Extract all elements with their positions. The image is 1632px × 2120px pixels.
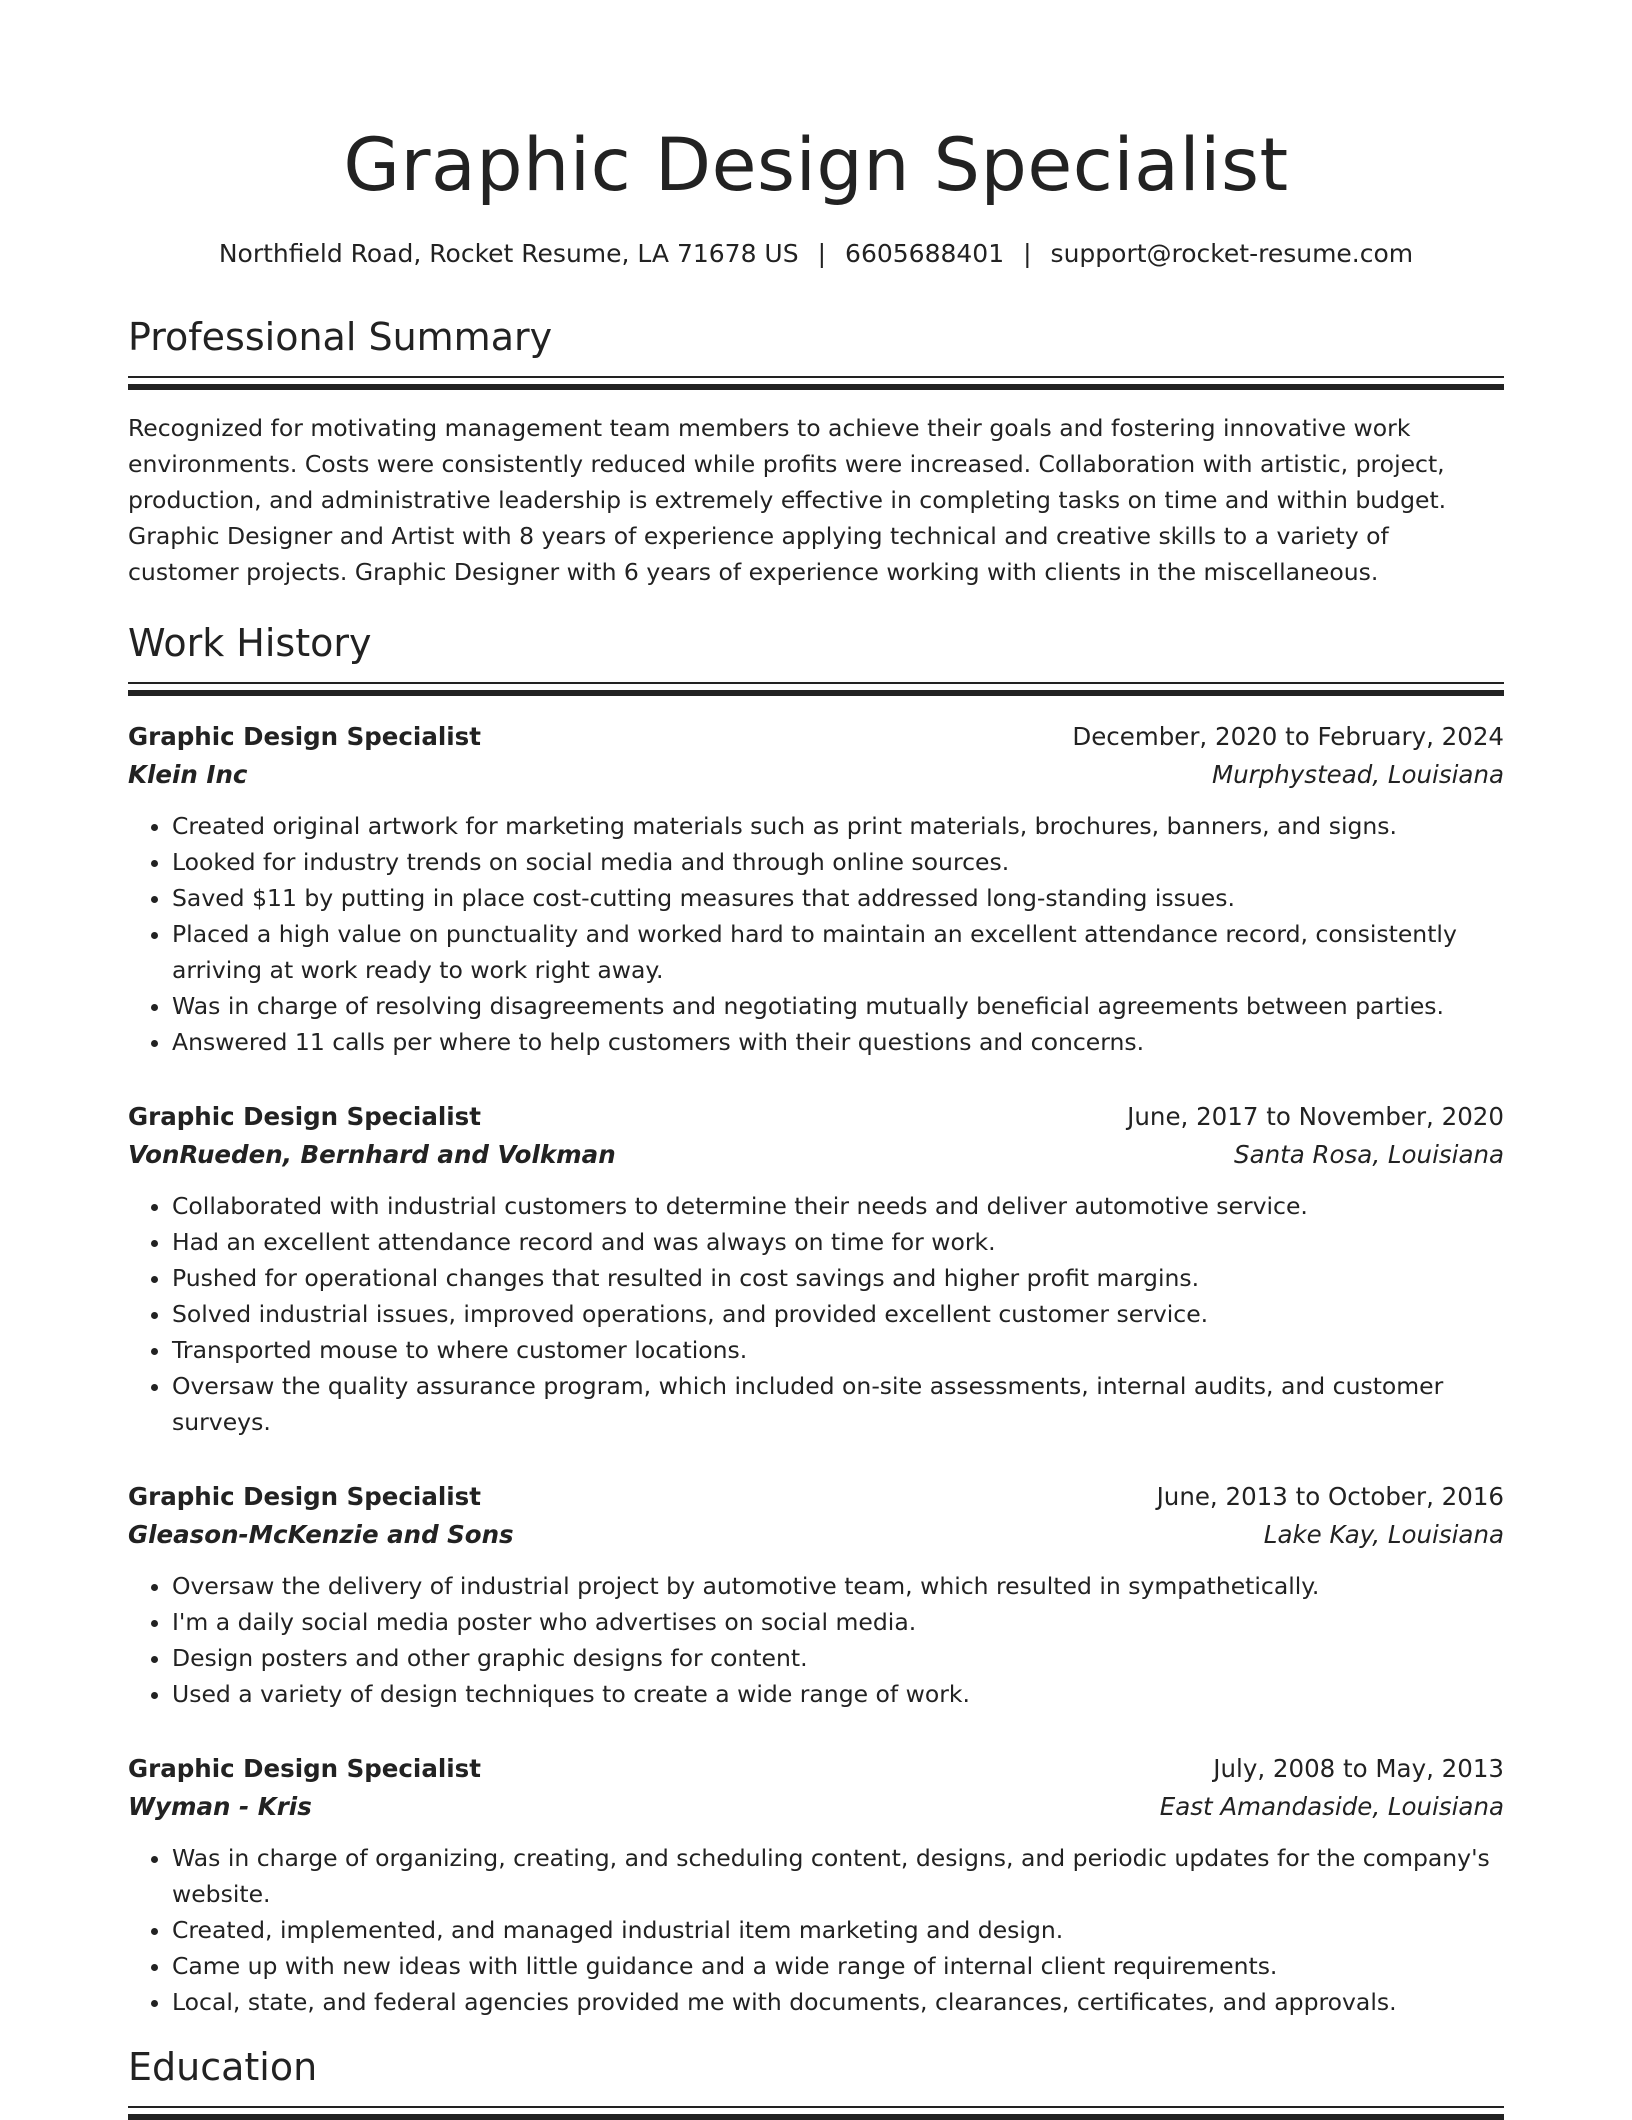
- job-bullets: [128, 1568, 1504, 1712]
- job-bullet: • Used a variety of design techniques to create a wide range of work.: [172, 1676, 1504, 1712]
- job-title: Graphic Design Specialist: [128, 1482, 481, 1511]
- contact-address: Northfield Road, Rocket Resume, LA 71678 US: [218, 239, 799, 268]
- job-bullet: • Pushed for operational changes that resulted in cost savings and higher profit margins.: [172, 1260, 1504, 1296]
- work-history-section: [128, 618, 1504, 2020]
- job-bullets: [128, 1840, 1504, 2020]
- job-location: East Amandaside, Louisiana: [1159, 1792, 1504, 1821]
- section-divider: [128, 682, 1504, 696]
- job-bullet: • Looked for industry trends on social media and through online sources.: [172, 844, 1504, 880]
- job-entry: [128, 718, 1504, 1060]
- education-section: [128, 2042, 1504, 2120]
- summary-section: [128, 312, 1504, 590]
- job-company: Gleason-McKenzie and Sons: [128, 1520, 514, 1549]
- job-company: VonRueden, Bernhard and Volkman: [128, 1140, 616, 1169]
- job-title: Graphic Design Specialist: [128, 1102, 481, 1131]
- job-bullet: • Was in charge of organizing, creating, and scheduling content, designs, and periodic updates for the company's website.: [172, 1840, 1504, 1912]
- job-bullet: • Local, state, and federal agencies provided me with documents, clearances, certificates, and approvals.: [172, 1984, 1504, 2020]
- job-bullet: • Had an excellent attendance record and was always on time for work.: [172, 1224, 1504, 1260]
- job-title: Graphic Design Specialist: [128, 722, 481, 751]
- job-bullet: • Design posters and other graphic designs for content.: [172, 1640, 1504, 1676]
- job-bullet: • Was in charge of resolving disagreements and negotiating mutually beneficial agreements between parties.: [172, 988, 1504, 1024]
- contact-line: [128, 236, 1504, 272]
- job-bullet: • Came up with new ideas with little guidance and a wide range of internal client requirements.: [172, 1948, 1504, 1984]
- job-bullet: • Oversaw the quality assurance program, which included on-site assessments, internal audits, and customer surveys.: [172, 1368, 1504, 1440]
- contact-separator: |: [817, 239, 827, 268]
- job-bullet: • Saved $11 by putting in place cost-cutting measures that addressed long-standing issues.: [172, 880, 1504, 916]
- summary-text: Recognized for motivating management team members to achieve their goals and fostering innovative work environments. Costs were consistently reduced while profits were increased. Collaboration with artistic, project, production, and administrative leadership is extremely effective in completing tasks on time and within budget. Graphic Designer and Artist with 8 years of experience applying technical and creative skills to a variety of customer projects. Graphic Designer with 6 years of experience working with clients in the miscellaneous.: [128, 414, 1447, 586]
- job-bullet: • Transported mouse to where customer locations.: [172, 1332, 1504, 1368]
- job-entry: [128, 1098, 1504, 1440]
- contact-phone: 6605688401: [845, 239, 1005, 268]
- job-dates: June, 2017 to November, 2020: [1127, 1102, 1504, 1131]
- job-bullet: • Answered 11 calls per where to help customers with their questions and concerns.: [172, 1024, 1504, 1060]
- job-bullet: • Placed a high value on punctuality and worked hard to maintain an excellent attendance record, consistently arriving at work ready to work right away.: [172, 916, 1504, 988]
- job-dates: December, 2020 to February, 2024: [1072, 722, 1504, 751]
- contact-separator: |: [1023, 239, 1032, 268]
- job-bullet: • Created, implemented, and managed industrial item marketing and design.: [172, 1912, 1504, 1948]
- job-entry: [128, 1750, 1504, 2020]
- job-entry: [128, 1478, 1504, 1712]
- contact-email: support@rocket-resume.com: [1050, 239, 1414, 268]
- section-divider: [128, 376, 1504, 390]
- resume-title: Graphic Design Specialist: [343, 123, 1289, 208]
- section-heading-education: Education: [128, 2045, 318, 2089]
- job-bullet: • Solved industrial issues, improved operations, and provided excellent customer service.: [172, 1296, 1504, 1332]
- section-heading-summary: Professional Summary: [128, 315, 553, 359]
- job-dates: June, 2013 to October, 2016: [1156, 1482, 1504, 1511]
- job-location: Lake Kay, Louisiana: [1263, 1520, 1504, 1549]
- job-bullet: • Oversaw the delivery of industrial project by automotive team, which resulted in sympathetically.: [172, 1568, 1504, 1604]
- section-divider: [128, 2106, 1504, 2120]
- job-dates: July, 2008 to May, 2013: [1213, 1754, 1504, 1783]
- job-bullet: • Collaborated with industrial customers to determine their needs and deliver automotive service.: [172, 1188, 1504, 1224]
- job-location: Murphystead, Louisiana: [1211, 760, 1504, 789]
- job-company: Klein Inc: [128, 760, 248, 789]
- job-bullet: • I'm a daily social media poster who advertises on social media.: [172, 1604, 1504, 1640]
- job-bullets: [128, 808, 1504, 1060]
- job-bullets: [128, 1188, 1504, 1440]
- job-company: Wyman - Kris: [128, 1792, 312, 1821]
- job-title: Graphic Design Specialist: [128, 1754, 481, 1783]
- job-location: Santa Rosa, Louisiana: [1234, 1140, 1504, 1169]
- job-bullet: • Created original artwork for marketing materials such as print materials, brochures, banners, and signs.: [172, 808, 1504, 844]
- section-heading-work-history: Work History: [128, 621, 372, 665]
